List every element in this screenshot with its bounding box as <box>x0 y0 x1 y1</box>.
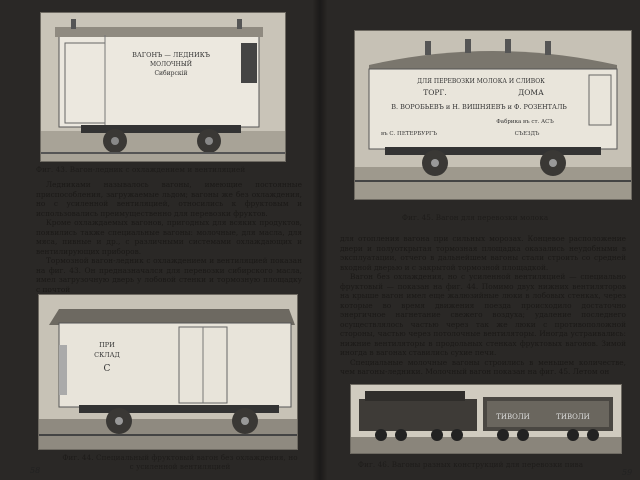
fig46-car-line2: ТИВОЛИ <box>556 413 590 421</box>
fig45-car-line4: В. ВОРОБЬЕВЪ и Н. ВИШНЯЕВЪ и Ф. РОЗЕНТАЛЬ <box>391 103 567 111</box>
right-page-number: 59 <box>622 468 633 477</box>
left-paragraph-1: Ледниками называлось вагоны, имеющие постоянные приспособления, загружаемые льдом; вагоны же без охлаждения, но с усиленной вентиляцией, относились к фруктовым и использовались преимущественно для перевозки фруктов. <box>36 180 302 218</box>
fig44-car-line3: С <box>103 364 111 374</box>
fig45-car-line3: ДОМА <box>518 88 544 97</box>
left-paragraph-3: Тормозной вагон-ледник с охлаждением и вентиляцией показан на фиг. 43. Он предназначался для перевозки сибирского масла, имел загрузочную дверь у лобовой стенки и тормозную площадку с почтой <box>36 256 302 294</box>
fig43-car-line2: МОЛОЧНЫЙ <box>150 61 192 68</box>
fig45-car-line1: ДЛЯ ПЕРЕВОЗКИ МОЛОКА И СЛИВОК <box>417 78 545 85</box>
fig44-car-line2: СКЛАД <box>94 351 120 359</box>
fig45-car-line5: Фабрика въ ст. АСЪ <box>496 119 554 125</box>
beer-cars-image <box>351 385 621 453</box>
fig44-caption: Фиг. 44. Специальный фруктовый вагон без охлаждения, но с усиленной вентиляцией <box>62 453 298 471</box>
right-page <box>322 0 640 480</box>
right-paragraph-3: Специальные молочные вагоны строились в меньшем количестве, чем вагоны-ледники. Молочный вагон показан на фиг. 45. Летом он <box>340 357 626 376</box>
fig43-car-line3: Сибирскій <box>154 70 188 77</box>
fig46-car-line1: ТИВОЛИ <box>496 413 530 421</box>
milk-car-image <box>355 31 631 199</box>
fig45-photo <box>354 30 632 200</box>
right-paragraph-1: для отопления вагона при сильных морозах. Концевое расположение двери и полуоткрытая тормозная площадка оказались неудобными в эксплуатации, отчего в дальнейшем вагоны стали строить со средней входной дверью и с закрытой тормозной площадкой. <box>340 234 626 272</box>
left-page <box>0 0 318 480</box>
fig43-photo <box>40 12 286 162</box>
fig45-car-line7: СЪЕЗДЪ <box>514 131 540 137</box>
refrigerator-car-image <box>41 13 285 161</box>
fig45-car-line2: ТОРГ. <box>423 88 447 97</box>
left-paragraph-2: Кроме охлаждаемых вагонов, пригодных для всяких продуктов, появились также специальные вагоны: молочные, для масла, для мяса, пивные и др., с различными системами охлаждающих и вентилирующих приборов. <box>36 218 302 256</box>
left-page-number: 58 <box>30 466 41 475</box>
fig43-car-line1: ВАГОНЪ — ЛЕДНИКЪ <box>132 51 210 59</box>
fig45-car-line6: въ С. ПЕТЕРБУРГЪ <box>381 131 437 137</box>
left-body-text <box>36 180 302 294</box>
fig44-car-line1: ПРИ <box>99 341 115 349</box>
fig46-caption: Фиг. 46. Вагоны разных конструкций для перевозки пива <box>358 460 584 469</box>
right-body-text <box>340 234 626 377</box>
fig45-caption: Фиг. 45. Вагон для перевозки молока <box>402 213 549 222</box>
right-paragraph-2: Вагон без охлаждения, но с усиленной вентиляцией — специально фруктовый — показан на фиг. 44. Помимо двух нижних вентиляторов на крыше вагон имел еще жалюзийные люки в лобовых стенках, через которые во время движения поезда происходило достаточно энергичное нагнетание свежего воздуха; удаление последнего осуществлялось частью через так же люки с противоположной стороны, частью через потолочные вентиляторы. Иногда устраивались: нижние вентиляторы в продольных стенках фруктовых вагонов. Зимой иногда в вагонах ставились сухие печи. <box>340 272 626 357</box>
fig46-photo <box>350 384 622 454</box>
fig43-caption: Фиг. 43. Вагон-ледник с охлаждением и вентиляцией <box>36 165 246 174</box>
fruit-car-image <box>39 295 297 449</box>
fig44-photo <box>38 294 298 450</box>
